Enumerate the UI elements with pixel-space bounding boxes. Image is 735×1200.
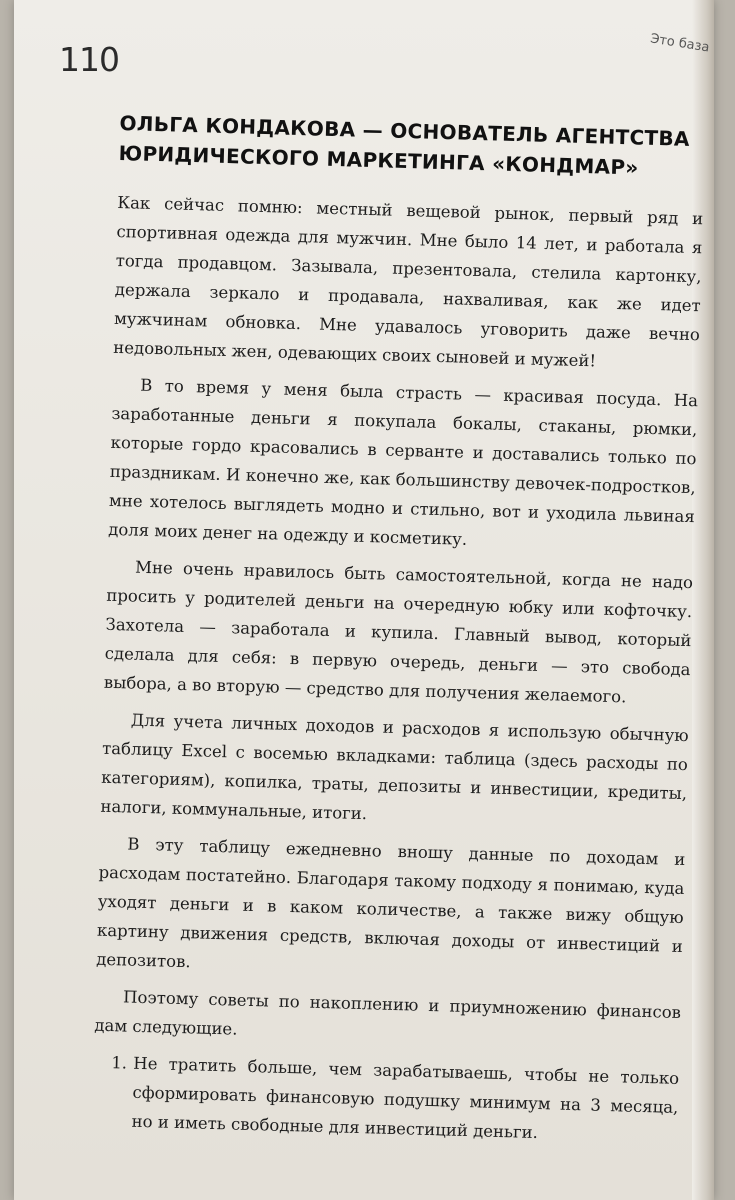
list-item [91,1048,679,1151]
running-title: Это база [649,31,711,56]
article-body [91,108,705,1151]
advice-list [91,1048,679,1151]
paragraph: В то время у меня была страсть — красивая посуда. На заработанные деньги я покупала бокалы, стаканы, рюмки, которые гордо красовались в серванте и доставались только по праздникам. И конечно же, как большинству девочек-подростков, мне хотелось выглядеть модно и стильно, вот и уходила львиная доля моих денег на одежду и косметику. [107,375,699,549]
list-item-number: 1. [111,1053,128,1073]
paragraph: Поэтому советы по накоплению и приумножению финансов дам следующие. [94,987,682,1039]
paragraph: Как сейчас помню: местный вещевой рынок, первый ряд и спортивная одежда для мужчин. Мне было 14 лет, и работала я тогда продавцом. Зазывала, презентовала, стелила картонку, держала зеркало и продавала, нахваливая, как же идет мужчинам обновка. Мне удавалось уговорить даже вечно недовольных жен, одевающих своих сыновей и мужей! [113,192,704,371]
article-title: ОЛЬГА КОНДАКОВА — ОСНОВАТЕЛЬ АГЕНТСТВА ЮРИДИЧЕСКОГО МАРКЕТИНГА «КОНДМАР» [118,110,691,180]
book-page [14,0,714,1200]
page-number: 110 [59,40,119,79]
paragraph: В эту таблицу ежедневно вношу данные по доходам и расходам постатейно. Благодаря такому подходу я понимаю, куда уходят деньги и в каком количестве, а также вижу общую картину движения средств, включая доходы от инвестиций и депозитов. [95,834,686,972]
paragraph: Для учета личных доходов и расходов я использую обычную таблицу Excel с восемью вкладками: таблица (здесь расходы по категориям), копилка, траты, депозиты и инвестиции, кредиты, налоги, коммунальные, итоги. [100,710,689,824]
paragraph: Мне очень нравилось быть самостоятельной, когда не надо просить у родителей деньги на очередную юбку или кофточку. Захотела — заработала и купила. Главный вывод, который сделала для себя: в первую очередь, деньги — это свобода выбора, а во вторую — средство для получения желаемого. [103,557,694,707]
list-item-text: Не тратить больше, чем зарабатываешь, чтобы не только сформировать финансовую подушку минимум на 3 месяца, но и иметь свободные для инвестиций деньги. [131,1053,680,1143]
